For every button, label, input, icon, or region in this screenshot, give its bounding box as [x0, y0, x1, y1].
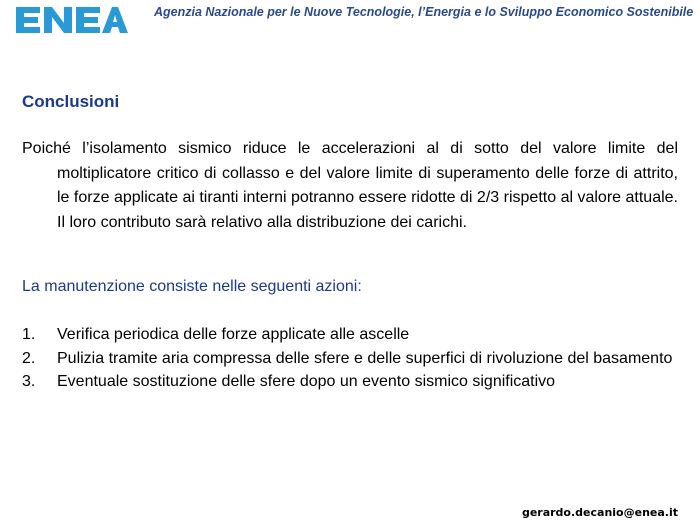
- enea-logo: [16, 5, 128, 35]
- list-item-number: 3.: [22, 373, 36, 390]
- list-item-number: 2.: [22, 349, 36, 367]
- list-item-text: Eventuale sostituzione delle sfere dopo un evento sismico significativo: [57, 373, 556, 390]
- organization-name: Agenzia Nazionale per le Nuove Tecnologie, l’Energia e lo Sviluppo Economico Sostenibile: [154, 5, 694, 19]
- header: [0, 0, 700, 40]
- slide-title: Conclusioni: [22, 92, 120, 111]
- author-email: gerardo.decanio@enea.it: [521, 506, 678, 519]
- list-item: [22, 347, 682, 371]
- maintenance-subtitle: La manutenzione consiste nelle seguenti azioni:: [22, 278, 362, 295]
- list-item: [22, 370, 682, 394]
- conclusion-paragraph: Poiché l’isolamento sismico riduce le accelerazioni al di sotto del valore limite del moltiplicatore critico di collasso e del valore limite di superamento delle forze di attrito, le forze applicate ai tiranti interni potranno essere ridotte di 2/3 rispetto al valore attuale. Il loro contributo sarà relativo alla distribuzione dei carichi.: [22, 140, 678, 231]
- list-item-number: 1.: [22, 326, 36, 343]
- list-item: [22, 323, 682, 347]
- maintenance-actions-list: [22, 323, 682, 394]
- list-item-text: Pulizia tramite aria compressa delle sfere e delle superfici di rivoluzione del basamento: [57, 349, 673, 367]
- list-item-text: Verifica periodica delle forze applicate alle ascelle: [57, 326, 410, 343]
